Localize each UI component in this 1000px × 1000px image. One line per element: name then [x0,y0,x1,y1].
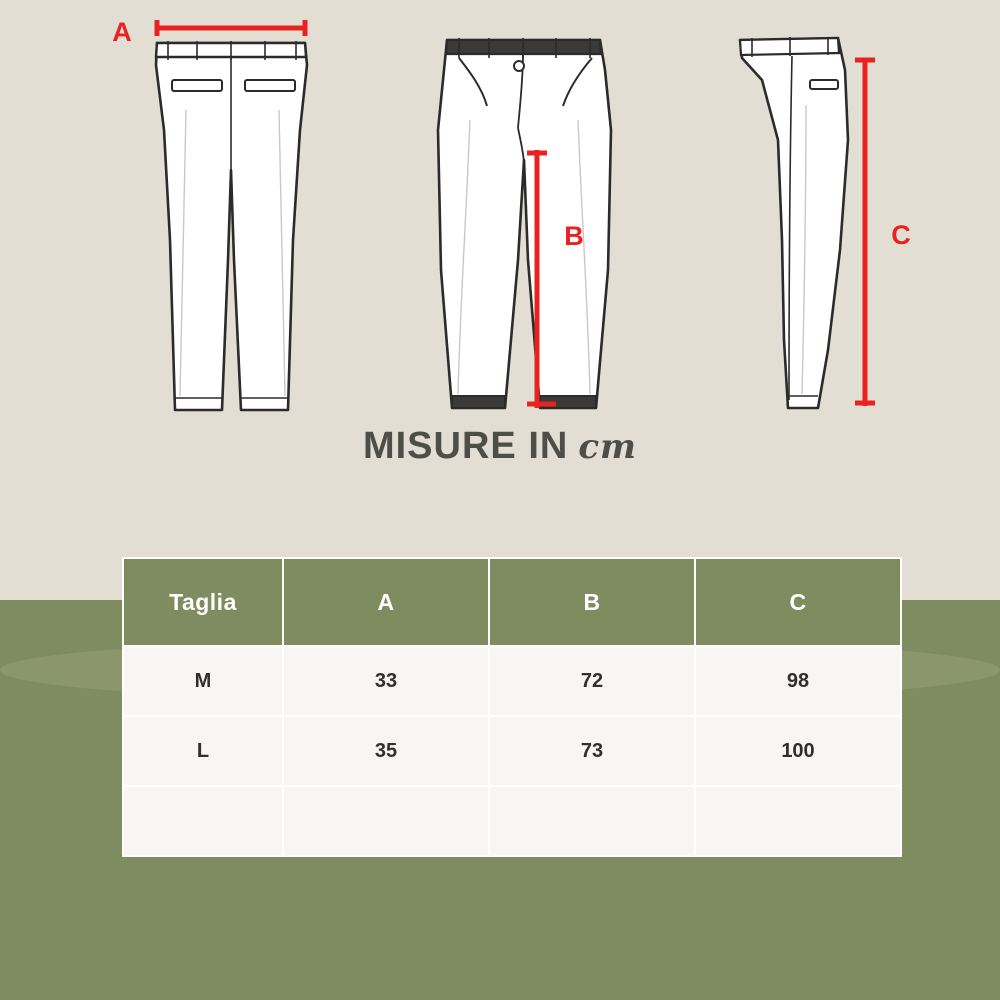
side-view-pants [740,37,848,408]
table-row [123,786,901,856]
table-header-c: C [695,558,901,646]
table-header-b: B [489,558,695,646]
cell-b [489,786,695,856]
cell-b: 73 [489,716,695,786]
size-table-container [122,557,900,857]
table-row [123,646,901,716]
cell-c [695,786,901,856]
cell-a [283,786,489,856]
table-header-row [123,558,901,646]
cell-size: L [123,716,283,786]
cell-a: 35 [283,716,489,786]
table-header-taglia: Taglia [123,558,283,646]
caption [0,425,1000,468]
measure-c-indicator [855,58,875,406]
cell-size [123,786,283,856]
back-view-pants [156,41,307,410]
caption-main: MISURE IN [362,425,569,467]
cell-a: 33 [283,646,489,716]
table-row [123,716,901,786]
cell-b: 72 [489,646,695,716]
label-a: A [112,17,132,47]
cell-size: M [123,646,283,716]
caption-unit: cm [578,426,638,467]
measure-a-indicator [157,20,305,36]
size-table [122,557,902,857]
pants-illustrations [0,10,1000,420]
front-view-pants [438,38,611,408]
label-c: C [891,220,911,250]
label-b: B [564,221,584,251]
table-header-a: A [283,558,489,646]
cell-c: 98 [695,646,901,716]
cell-c: 100 [695,716,901,786]
